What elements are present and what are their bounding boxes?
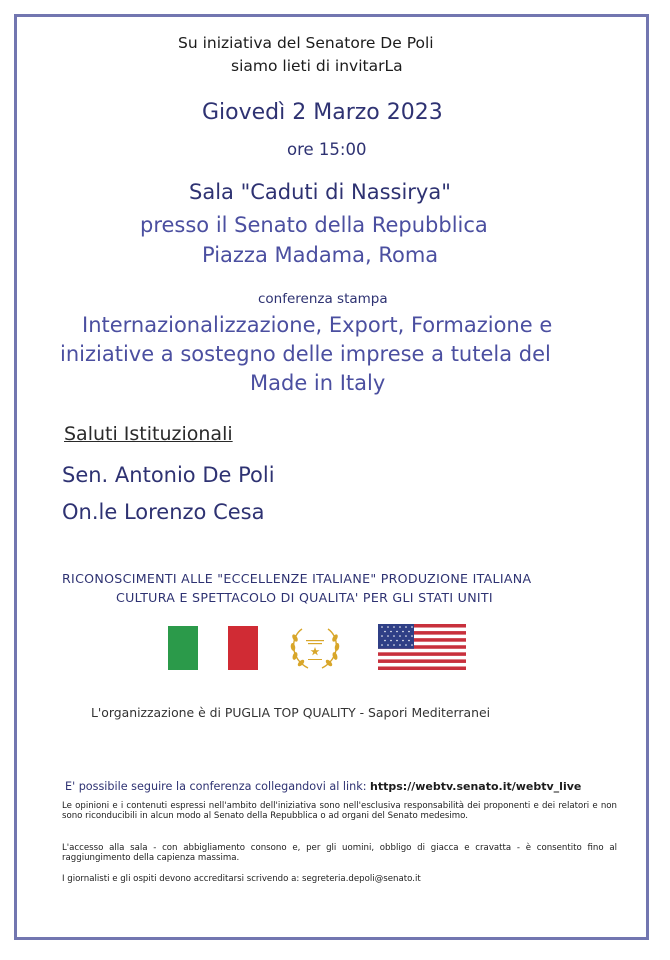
invitation-line-2: siamo lieti di invitarLa: [231, 57, 403, 75]
invitation-line-1: Su iniziativa del Senatore De Poli: [178, 34, 434, 52]
conference-title-line-2: iniziative a sostegno delle imprese a tutela del: [60, 342, 551, 366]
event-time: ore 15:00: [287, 140, 367, 159]
recognition-line-2: CULTURA E SPETTACOLO DI QUALITA' PER GLI STATI UNITI: [116, 590, 493, 605]
speaker-1: Sen. Antonio De Poli: [62, 463, 275, 487]
greetings-heading: Saluti Istituzionali: [64, 423, 233, 445]
streaming-text: E' possibile seguire la conferenza collegandovi al link:: [65, 780, 371, 793]
speaker-2: On.le Lorenzo Cesa: [62, 500, 265, 524]
recognition-line-1: RICONOSCIMENTI ALLE "ECCELLENZE ITALIANE" PRODUZIONE ITALIANA: [62, 571, 532, 586]
organizer-text: L'organizzazione è di PUGLIA TOP QUALITY - Sapori Mediterranei: [91, 705, 491, 720]
disclaimer-responsibility: Le opinioni e i contenuti espressi nell'ambito dell'iniziativa sono nell'esclusiva responsabilità dei proponenti e dei relatori e non sono riconducibili in alcun modo al Senato della Repubblica o ad organi del Senato medesimo.: [62, 801, 617, 822]
conference-label: conferenza stampa: [258, 291, 388, 307]
disclaimer-dress-code: L'accesso alla sala - con abbigliamento consono e, per gli uomini, obbligo di giacca e cravatta - è consentito fino al raggiungimento della capienza massima.: [62, 843, 617, 864]
conference-title-line-3: Made in Italy: [250, 371, 386, 395]
streaming-link[interactable]: https://webtv.senato.it/webtv_live: [370, 780, 582, 793]
disclaimer-accreditation: I giornalisti e gli ospiti devono accreditarsi scrivendo a: segreteria.depoli@senato.it: [62, 874, 421, 884]
laurel-seal-icon: [286, 623, 344, 673]
italy-flag: [168, 626, 258, 670]
usa-flag: [378, 624, 466, 670]
conference-title-line-1: Internazionalizzazione, Export, Formazione e: [82, 313, 553, 337]
event-date: Giovedì 2 Marzo 2023: [202, 100, 443, 125]
streaming-line: [65, 780, 581, 793]
venue-place-line-1: presso il Senato della Repubblica: [140, 213, 488, 237]
venue-place-line-2: Piazza Madama, Roma: [202, 243, 439, 267]
venue-name: Sala "Caduti di Nassirya": [189, 180, 451, 204]
